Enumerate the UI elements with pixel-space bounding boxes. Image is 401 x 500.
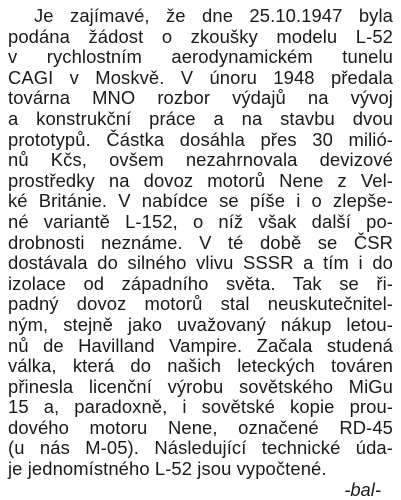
text-line: ným, stejně jako uvažovaný nákup letou- — [8, 313, 393, 335]
text-line: nů Kčs, ovšem nezahrnovala devizové — [8, 149, 393, 171]
article-paragraph — [8, 6, 393, 480]
text-line: válka, která do našich leteckých továren — [8, 355, 393, 377]
text-line: 15 a, paradoxně, i sovětské kopie prou- — [8, 396, 393, 418]
text-line: prototypů. Částka dosáhla přes 30 milió- — [8, 128, 393, 150]
text-line: dostávala do silného vlivu SSSR a tím i do — [8, 252, 393, 274]
text-line: padný dovoz motorů stal neuskutečnitel- — [8, 293, 393, 315]
text-line: v rychlostním aerodynamickém tunelu — [8, 46, 393, 68]
text-line: dového motoru Nene, označené RD-45 — [8, 416, 393, 438]
text-line: podána žádost o zkoušky modelu L-52 — [8, 25, 393, 47]
text-line: prostředky na dovoz motorů Nene z Vel- — [8, 169, 393, 191]
text-line: nů de Havilland Vampire. Začala studená — [8, 334, 393, 356]
text-line: né variantě L-152, o níž však další po- — [8, 210, 393, 232]
text-line: drobnosti neznáme. V té době se ČSR — [8, 231, 393, 253]
text-line: ké Británie. V nabídce se píše i o zlepše- — [8, 190, 393, 212]
text-line: přinesla licenční výrobu sovětského MiGu — [8, 375, 393, 397]
author-signature: -bal- — [344, 478, 381, 500]
text-line: je jednomístného L-52 jsou vypočtené. — [8, 458, 327, 480]
text-line: a konstrukční práce a na stavbu dvou — [8, 107, 393, 129]
text-line: izolace od západního světa. Tak se ři- — [8, 272, 393, 294]
text-line: (u nás M-05). Následující technické úda- — [8, 437, 393, 459]
text-line: Je zajímavé, že dne 25.10.1947 byla — [34, 5, 393, 26]
text-line: CAGI v Moskvě. V únoru 1948 předala — [8, 66, 393, 88]
text-line: továrna MNO rozbor výdajů na vývoj — [8, 87, 393, 109]
